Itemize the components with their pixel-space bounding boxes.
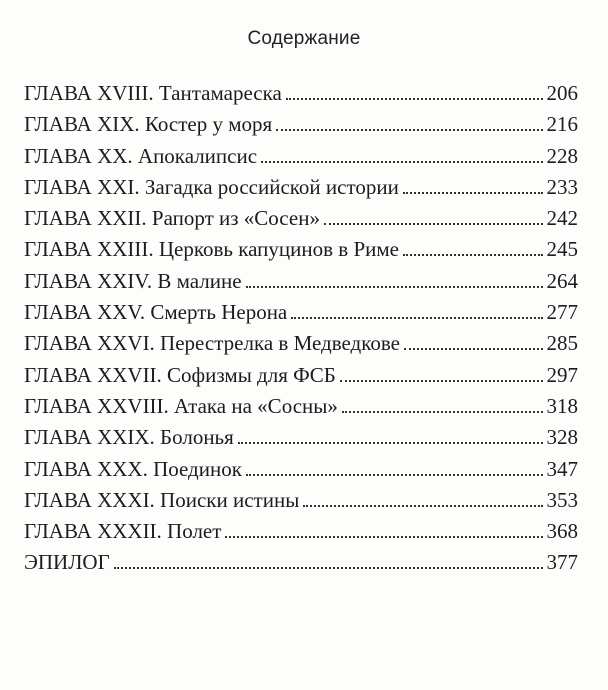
dot-leader	[286, 98, 543, 100]
dot-leader	[404, 348, 543, 350]
toc-entry-title: ГЛАВА XX. Апокалипсис	[24, 143, 258, 168]
toc-entry-page: 328	[546, 425, 578, 450]
dot-leader	[238, 442, 543, 444]
toc-entry-title: ГЛАВА XIX. Костер у моря	[24, 112, 273, 137]
toc-entry-page: 264	[546, 268, 578, 293]
toc-entry-page: 277	[546, 300, 578, 325]
toc-entry-page: 368	[546, 519, 578, 544]
dot-leader	[246, 286, 543, 288]
toc-entry-page: 347	[546, 456, 578, 481]
toc-entry-title: ГЛАВА XXIV. В малине	[24, 268, 242, 293]
toc-entry-title: ГЛАВА XXXI. Поиски истины	[24, 487, 300, 512]
toc-entry-title: ГЛАВА XXVII. Софизмы для ФСБ	[24, 362, 336, 387]
toc-entry-page: 318	[546, 393, 578, 418]
toc-entry	[24, 422, 578, 453]
toc-entry-page: 228	[546, 143, 578, 168]
toc-entry-title: ГЛАВА XXVI. Перестрелка в Медведкове	[24, 331, 400, 356]
toc-entry	[24, 141, 578, 172]
toc-entry-page: 245	[546, 237, 578, 262]
toc-entry	[24, 172, 578, 203]
dot-leader	[340, 380, 543, 382]
toc-entry-title: ГЛАВА XXXII. Полет	[24, 519, 222, 544]
toc-entry	[24, 454, 578, 485]
dot-leader	[303, 505, 542, 507]
dot-leader	[114, 567, 543, 569]
toc-entry-title: ГЛАВА XXV. Смерть Нерона	[24, 300, 288, 325]
toc-entry	[24, 328, 578, 359]
toc-entry-page: 353	[546, 487, 578, 512]
dot-leader	[324, 223, 543, 225]
toc-entry-page: 377	[546, 550, 578, 575]
toc-entry	[24, 234, 578, 265]
toc-entry-page: 242	[546, 206, 578, 231]
toc-entry	[24, 485, 578, 516]
dot-leader	[246, 474, 543, 476]
dot-leader	[403, 192, 543, 194]
page-title: Содержание	[247, 28, 361, 49]
toc-entry-page: 285	[546, 331, 578, 356]
toc-entry	[24, 297, 578, 328]
toc-entry-title: ГЛАВА XXX. Поединок	[24, 456, 242, 481]
dot-leader	[403, 254, 543, 256]
dot-leader	[276, 129, 542, 131]
toc-entry-title: ГЛАВА XXVIII. Атака на «Сосны»	[24, 393, 338, 418]
dot-leader	[225, 536, 542, 538]
table-of-contents	[24, 78, 578, 579]
toc-entry-title: ГЛАВА XXI. Загадка российской истории	[24, 174, 399, 199]
toc-entry-title: ГЛАВА XXIII. Церковь капуцинов в Риме	[24, 237, 399, 262]
dot-leader	[261, 161, 542, 163]
toc-entry-title: ГЛАВА XXIX. Болонья	[24, 425, 234, 450]
toc-entry	[24, 203, 578, 234]
toc-entry	[24, 391, 578, 422]
toc-entry	[24, 547, 578, 578]
toc-entry-title: ЭПИЛОГ	[24, 550, 110, 575]
toc-entry-page: 233	[546, 174, 578, 199]
dot-leader	[342, 411, 543, 413]
toc-entry-title: ГЛАВА XVIII. Тантамареска	[24, 81, 282, 105]
toc-entry	[24, 360, 578, 391]
toc-entry-page: 206	[546, 81, 578, 105]
toc-entry-page: 297	[546, 362, 578, 387]
toc-entry	[24, 516, 578, 547]
toc-entry-page: 216	[546, 112, 578, 137]
dot-leader	[291, 317, 542, 319]
toc-entry-title: ГЛАВА XXII. Рапорт из «Сосен»	[24, 206, 320, 231]
toc-entry	[24, 266, 578, 297]
toc-entry	[24, 78, 578, 109]
toc-entry	[24, 109, 578, 140]
